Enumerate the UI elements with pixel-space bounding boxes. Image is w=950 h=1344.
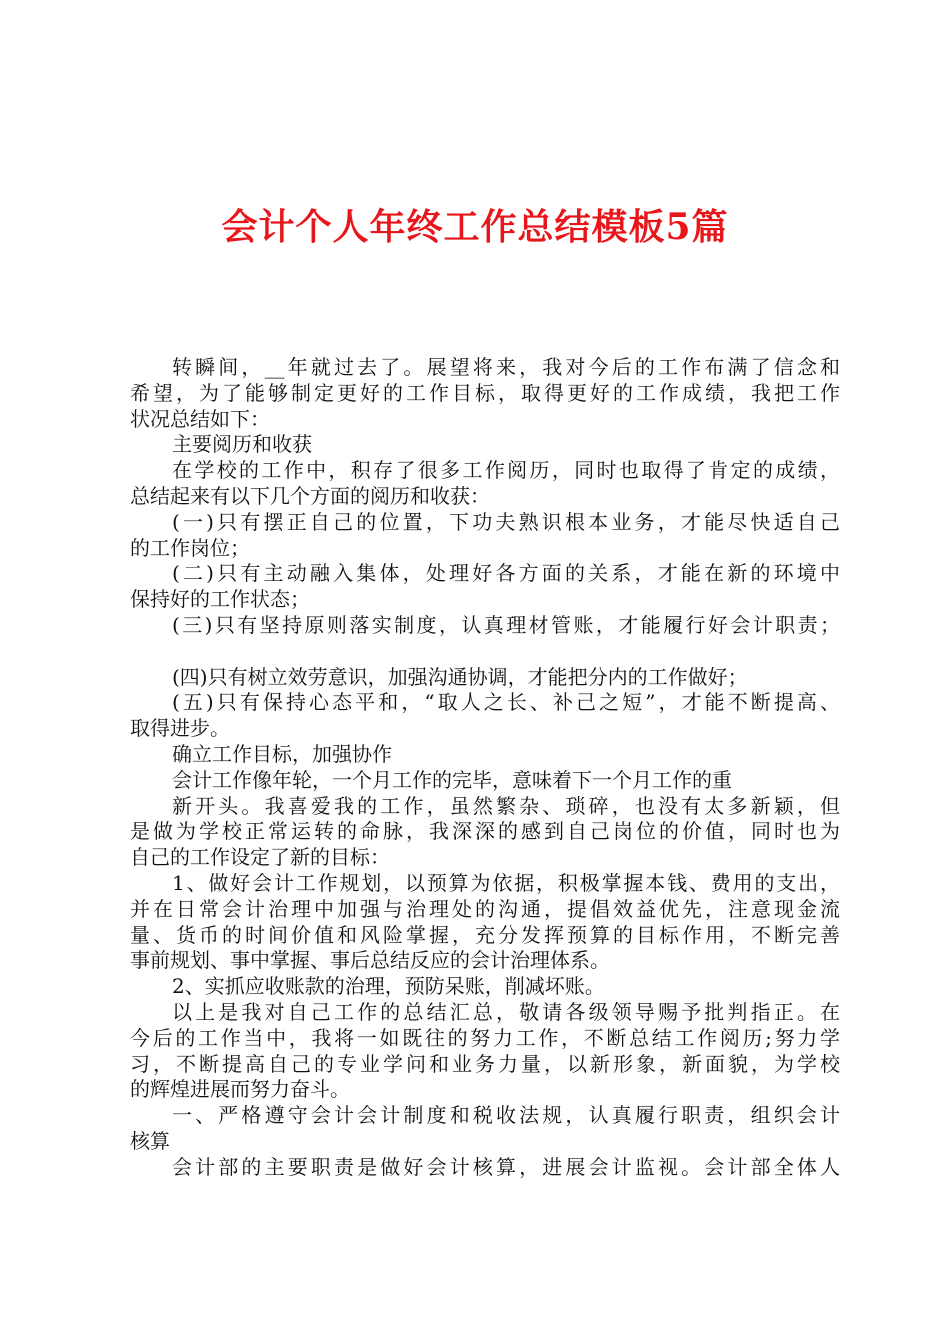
paragraph-line: 在学校的工作中，积存了很多工作阅历，同时也取得了肯定的成绩，: [172, 458, 840, 483]
paragraph-line: 新开头。我喜爱我的工作，虽然繁杂、琐碎，也没有太多新颖，但: [172, 793, 840, 818]
paragraph-line: 的工作岗位；: [130, 535, 250, 560]
document-body: [130, 355, 840, 1181]
paragraph-line: 状况总结如下：: [130, 406, 270, 431]
paragraph-line: 核算: [130, 1128, 170, 1153]
paragraph-line: 今后的工作当中，我将一如既往的努力工作，不断总结工作阅历;努力学: [130, 1025, 840, 1050]
paragraph-line: (三)只有坚持原则落实制度，认真理材管账，才能履行好会计职责；: [172, 612, 840, 637]
paragraph-line: 保持好的工作状态；: [130, 587, 310, 612]
paragraph-line: 自己的工作设定了新的目标：: [130, 845, 390, 870]
blank-line: [130, 639, 840, 665]
paragraph-line: 一、严格遵守会计会计制度和税收法规，认真履行职责，组织会计: [172, 1103, 840, 1128]
paragraph-line: (五)只有保持心态平和，“取人之长、补己之短”，才能不断提高、: [172, 690, 840, 715]
paragraph-line: 希望，为了能够制定更好的工作目标，取得更好的工作成绩，我把工作: [130, 380, 840, 405]
paragraph-line: 2、实抓应收账款的治理，预防呆账，削减坏账。: [172, 974, 605, 999]
document-title: 会计个人年终工作总结模板5篇: [221, 206, 729, 248]
paragraph-line: 并在日常会计治理中加强与治理处的沟通，提倡效益优先，注意现金流: [130, 896, 840, 921]
paragraph-line: 是做为学校正常运转的命脉，我深深的感到自己岗位的价值，同时也为: [130, 819, 840, 844]
paragraph-line: 取得进步。: [130, 716, 230, 741]
paragraph-line: 以上是我对自己工作的总结汇总，敬请各级领导赐予批判指正。在: [172, 999, 840, 1024]
paragraph-line: 量、货币的时间价值和风险掌握，充分发挥预算的目标作用，不断完善: [130, 922, 840, 947]
paragraph-line: 主要阅历和收获: [172, 432, 312, 457]
paragraph-line: 转瞬间，__年就过去了。展望将来，我对今后的工作布满了信念和: [172, 355, 840, 379]
paragraph-line: 1、做好会计工作规划，以预算为依据，积极掌握本钱、费用的支出，: [172, 870, 840, 895]
paragraph-line: (二)只有主动融入集体，处理好各方面的关系，才能在新的环境中: [172, 561, 840, 586]
paragraph-line: (一)只有摆正自己的位置，下功夫熟识根本业务，才能尽快适自己: [172, 509, 840, 534]
paragraph-line: (四)只有树立效劳意识，加强沟通协调，才能把分内的工作做好；: [172, 664, 748, 689]
paragraph-line: 的辉煌进展而努力奋斗。: [130, 1077, 350, 1102]
paragraph-line: 习，不断提高自己的专业学问和业务力量，以新形象，新面貌，为学校: [130, 1051, 840, 1076]
paragraph-line: 事前规划、事中掌握、事后总结反应的会计治理体系。: [130, 948, 610, 973]
paragraph-line: 确立工作目标，加强协作: [172, 741, 392, 766]
paragraph-line: 会计部的主要职责是做好会计核算，进展会计监视。会计部全体人: [172, 1154, 840, 1179]
paragraph-line: 会计工作像年轮，一个月工作的完毕，意味着下一个月工作的重: [172, 767, 732, 792]
paragraph-line: 总结起来有以下几个方面的阅历和收获：: [130, 483, 490, 508]
